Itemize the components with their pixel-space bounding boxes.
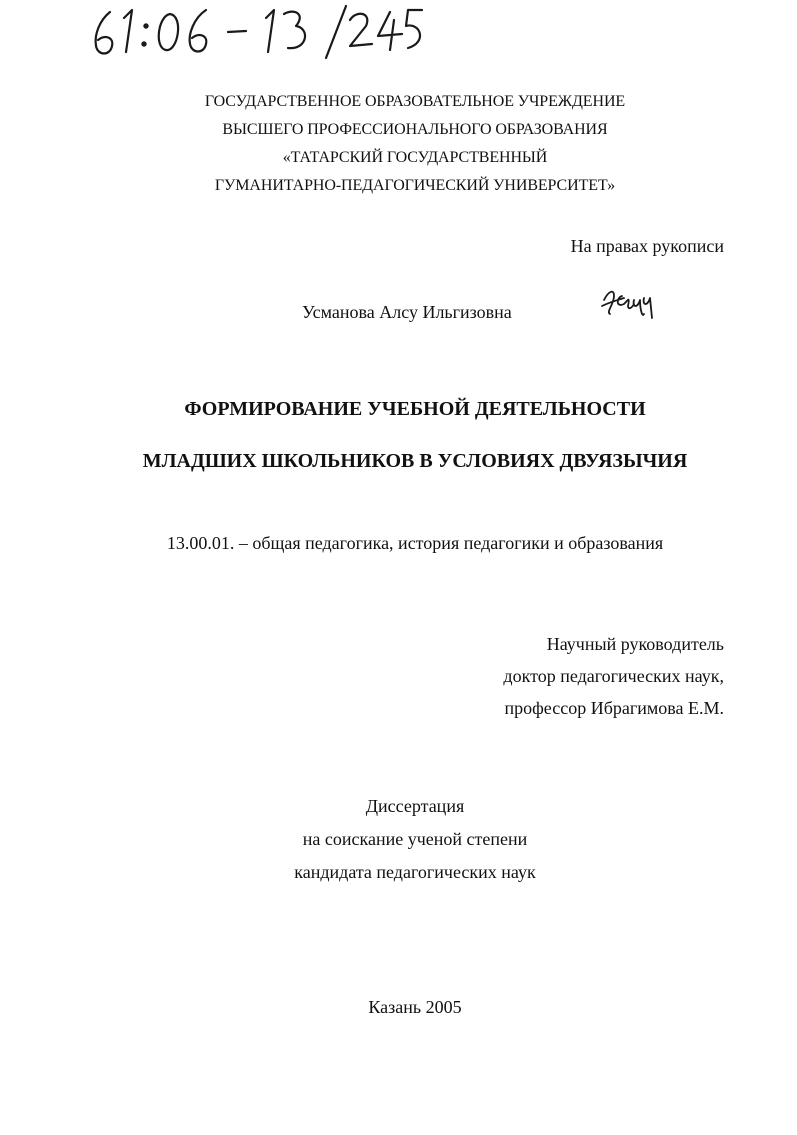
dissertation-title-line-1: ФОРМИРОВАНИЕ УЧЕБНОЙ ДЕЯТЕЛЬНОСТИ — [184, 398, 646, 420]
author-signature — [600, 278, 658, 320]
institution-line-4: ГУМАНИТАРНО-ПЕДАГОГИЧЕСКИЙ УНИВЕРСИТЕТ» — [214, 177, 616, 194]
city-year: Казань 2005 — [368, 997, 462, 1017]
degree-line-1: Диссертация — [365, 796, 465, 816]
degree-line-2: на соискание ученой степени — [302, 829, 528, 849]
institution-line-2: ВЫСШЕГО ПРОФЕССИОНАЛЬНОГО ОБРАЗОВАНИЯ — [222, 121, 608, 138]
degree-line-3: кандидата педагогических наук — [294, 862, 536, 882]
institution-line-3: «ТАТАРСКИЙ ГОСУДАРСТВЕННЫЙ — [282, 149, 548, 166]
author-name: Усманова Алсу Ильгизовна — [302, 302, 512, 322]
dissertation-title-line-2: МЛАДШИХ ШКОЛЬНИКОВ В УСЛОВИЯХ ДВУЯЗЫЧИЯ — [142, 450, 688, 472]
supervisor-line-2: доктор педагогических наук, — [503, 666, 724, 686]
degree-block — [0, 790, 797, 889]
supervisor-block — [503, 628, 724, 724]
specialty-code: 13.00.01. – общая педагогика, история педагогики и образования — [166, 533, 664, 553]
institution-line-1: ГОСУДАРСТВЕННОЕ ОБРАЗОВАТЕЛЬНОЕ УЧРЕЖДЕНИЕ — [204, 93, 626, 110]
handwritten-archive-number — [88, 2, 428, 60]
supervisor-line-3: профессор Ибрагимова Е.М. — [504, 698, 724, 718]
supervisor-line-1: Научный руководитель — [546, 634, 724, 654]
rights-note: На правах рукописи — [570, 236, 724, 256]
institution-header — [0, 88, 797, 200]
